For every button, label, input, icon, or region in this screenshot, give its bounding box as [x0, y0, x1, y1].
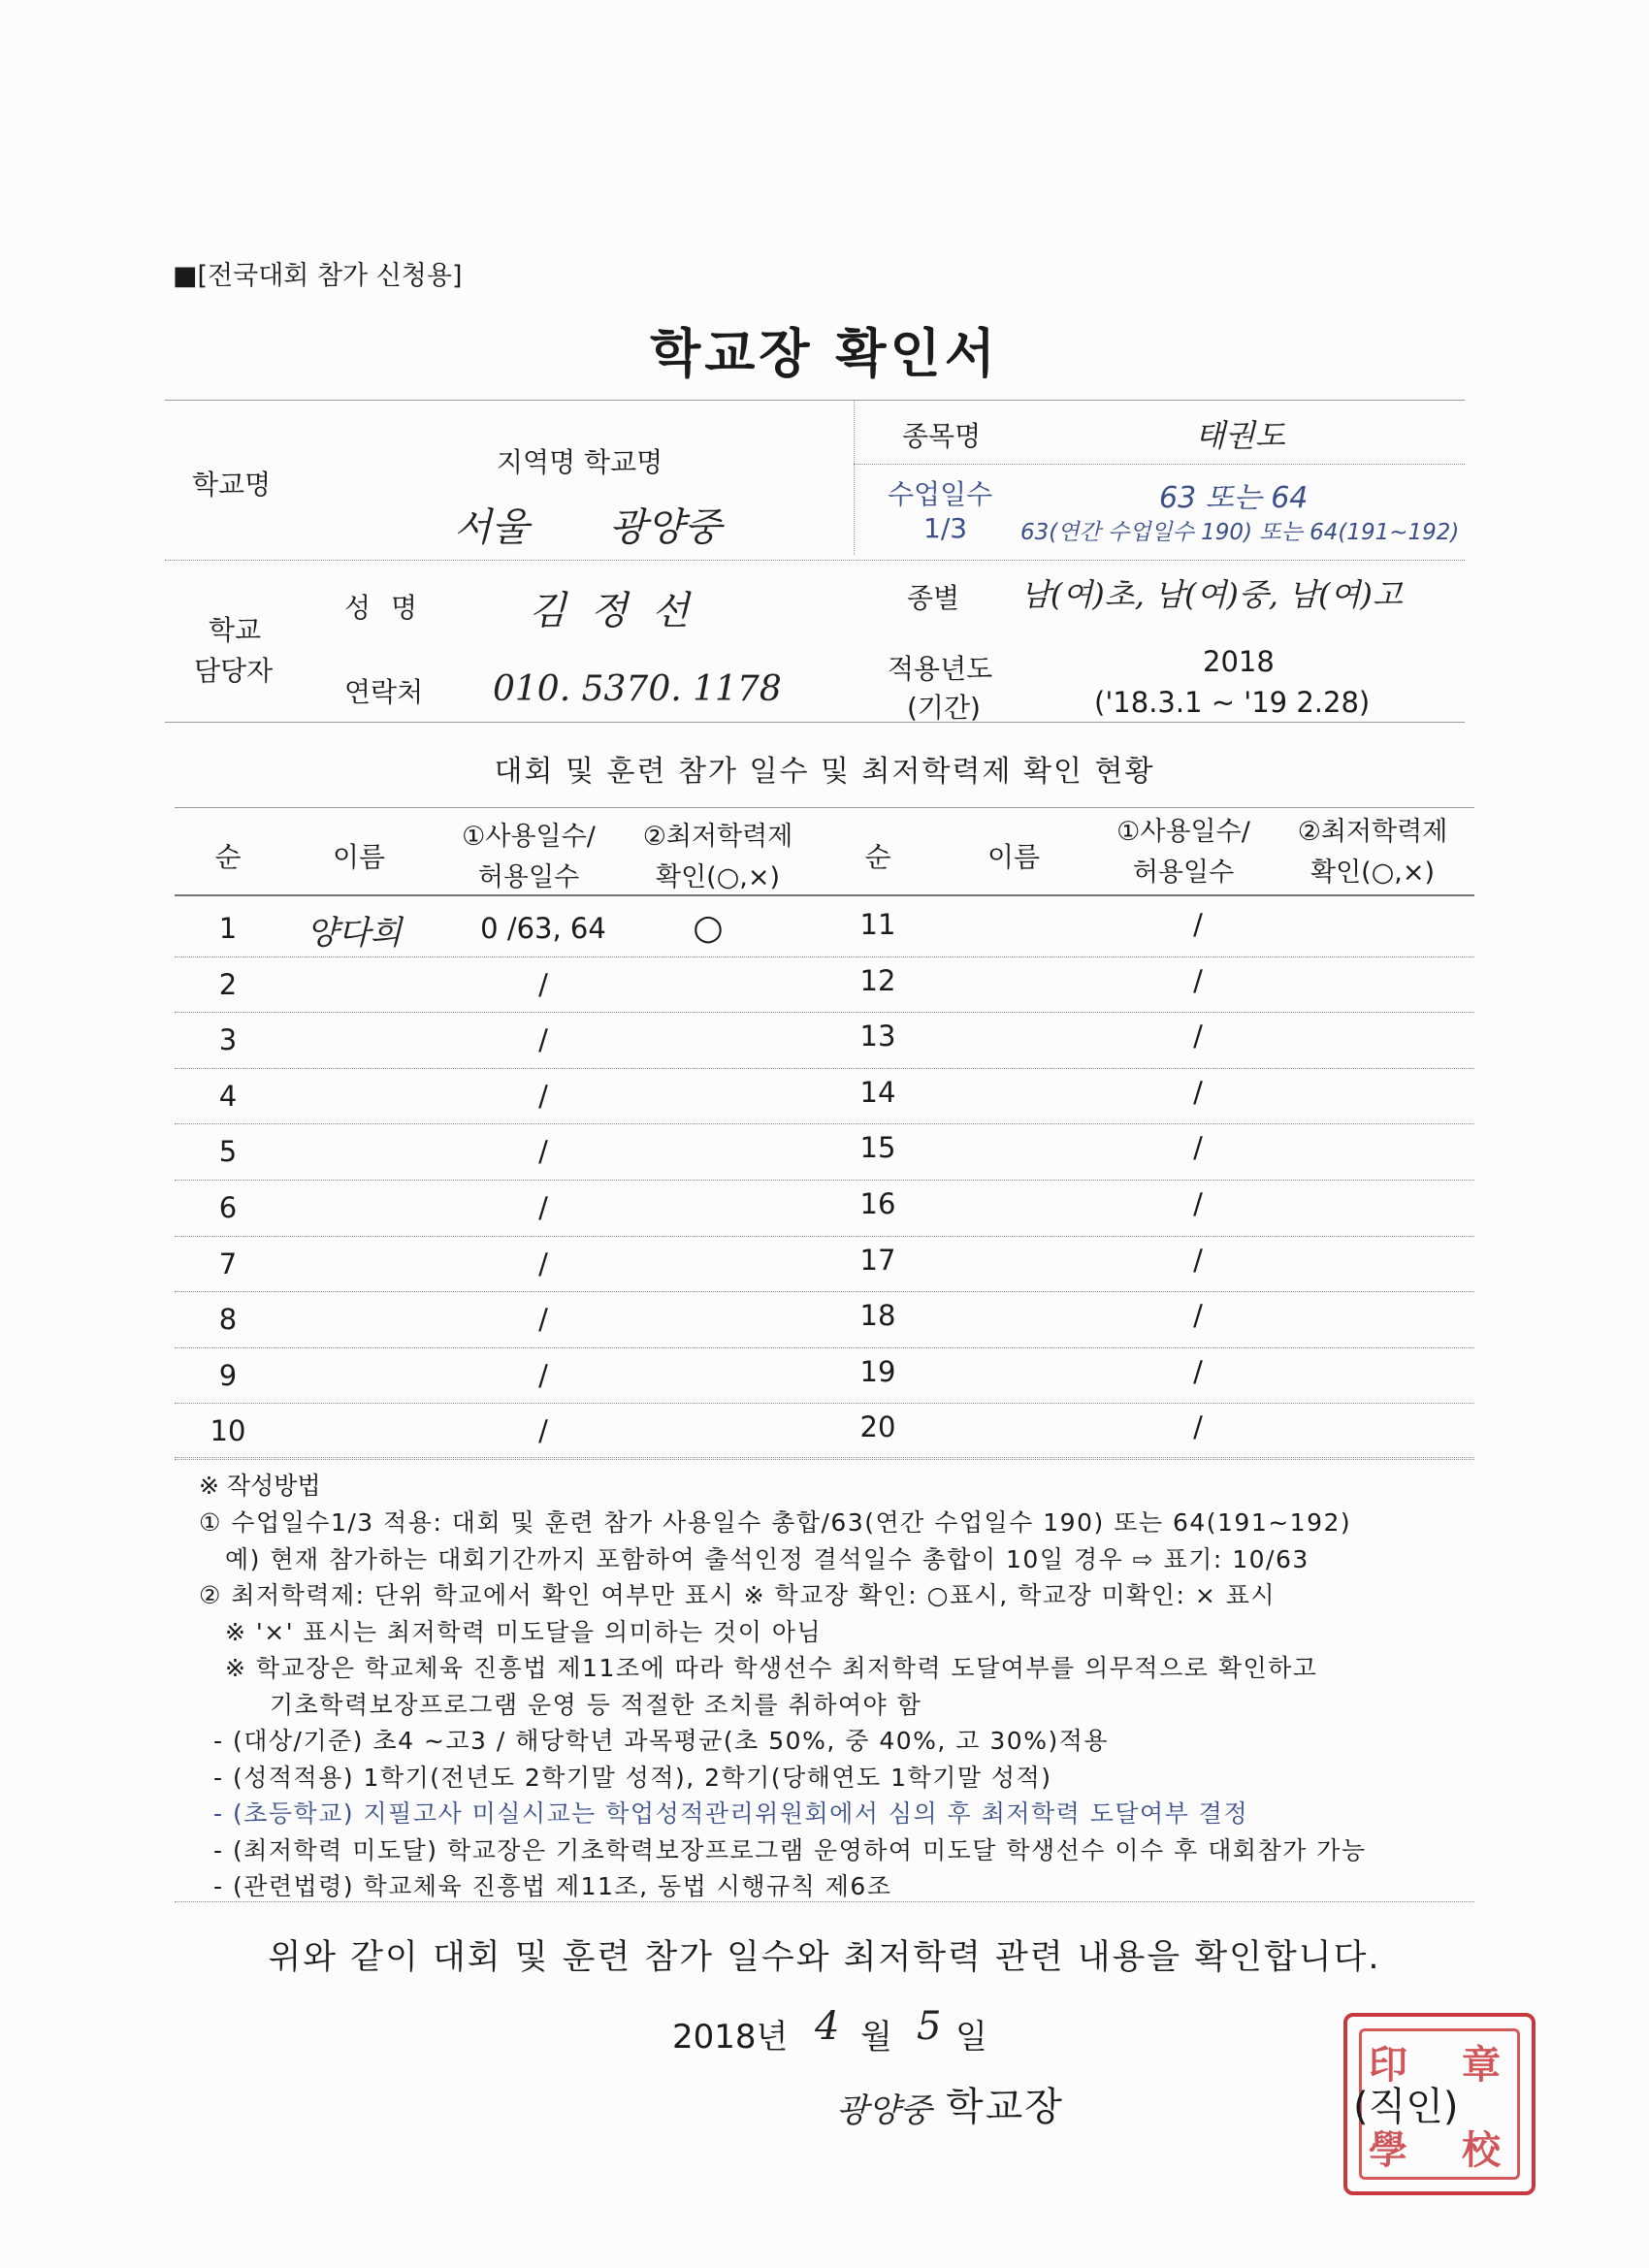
sport-label: 종목명 [902, 420, 982, 452]
col-name: 이름 [332, 841, 386, 873]
row-days: / [538, 1247, 548, 1280]
col-days-1: ①사용일수/ [462, 822, 596, 852]
school-seal-stamp: 印 章 學 校 [1343, 2013, 1536, 2195]
row-days: / [1193, 1354, 1203, 1388]
note-line: - (대상/기준) 초4 ~고3 / 해당학년 과목평균(초 50%, 중 40%, 고 30%)적용 [213, 1727, 1109, 1755]
row-days: / [538, 1135, 548, 1169]
row-number: 5 [218, 1135, 238, 1169]
row-days: / [538, 1191, 548, 1224]
gender-label: 종별 [907, 582, 960, 614]
row-number: 7 [218, 1247, 238, 1280]
row-number: 17 [859, 1243, 896, 1277]
row-days: / [1193, 1075, 1203, 1109]
note-line: ※ 학교장은 학교체육 진흥법 제11조에 따라 학생선수 최저학력 도달여부를 의무적으로 확인하고 [225, 1654, 1318, 1682]
form-tag: ■[전국대회 참가 신청용] [173, 261, 463, 291]
row-number: 20 [859, 1410, 896, 1444]
region-value: 서울 [454, 505, 530, 550]
contact-label: 연락처 [344, 676, 424, 708]
row-days: / [1193, 1020, 1203, 1053]
row-number: 8 [218, 1303, 238, 1337]
col-check-2: 확인(○,×) [656, 862, 780, 892]
principal-label: 학교장 [946, 2085, 1064, 2129]
row-number: 9 [218, 1358, 238, 1392]
row-days: / [1193, 1131, 1203, 1165]
date-month-unit: 월 [860, 2018, 892, 2057]
row-number: 2 [218, 967, 238, 1001]
date-day-unit: 일 [955, 2018, 987, 2057]
col-days-1-right: ①사용일수/ [1116, 817, 1250, 847]
row-number: 14 [859, 1075, 896, 1109]
row-name: 양다희 [306, 914, 403, 953]
note-line: 예) 현재 참가하는 대회기간까지 포함하여 출석인정 결석일수 총합이 10일 경우 ⇨ 표기: 10/63 [225, 1544, 1310, 1573]
row-number: 18 [859, 1299, 896, 1333]
name-label: 성 명 [344, 592, 423, 624]
row-days: / [1193, 1243, 1203, 1277]
table-heading: 대회 및 훈련 참가 일수 및 최저학력제 확인 현황 [494, 755, 1155, 789]
row-days: / [1193, 963, 1203, 997]
note-line: - (관련법령) 학교체육 진흥법 제11조, 동법 시행규칙 제6조 [213, 1872, 892, 1900]
col-check-1-right: ②최저학력제 [1297, 817, 1448, 847]
note-line: ② 최저학력제: 단위 학교에서 확인 여부만 표시 ※ 학교장 확인: ○표시, 학교장 미확인: × 표시 [199, 1581, 1277, 1609]
gender-value: 남(여)초, 남(여)중, 남(여)고 [1020, 576, 1403, 613]
row-number: 13 [859, 1020, 896, 1053]
note-line: 기초학력보장프로그램 운영 등 적절한 조치를 취하여야 함 [270, 1690, 922, 1719]
note-line: - (최저학력 미도달) 학교장은 기초학력보장프로그램 운영하여 미도달 학생선수 이수 후 대회참가 가능 [213, 1835, 1367, 1864]
confirm-statement: 위와 같이 대회 및 훈련 참가 일수와 최저학력 관련 내용을 확인합니다. [268, 1938, 1381, 1977]
name-value: 김 정 선 [529, 589, 695, 633]
row-number: 15 [859, 1131, 896, 1165]
col-days-2: 허용일수 [477, 862, 580, 892]
col-no-right: 순 [864, 841, 891, 873]
row-days: / [1193, 1410, 1203, 1444]
note-line: ① 수업일수1/3 적용: 대회 및 훈련 참가 사용일수 총합/63(연간 수업일수 190) 또는 64(191~192) [199, 1508, 1352, 1537]
days-value-1: 63 또는 64 [1159, 481, 1309, 515]
row-number: 1 [218, 912, 238, 945]
row-days: / [1193, 908, 1203, 941]
notes-title: ※ 작성방법 [199, 1472, 321, 1500]
date-year: 2018년 [672, 2018, 789, 2057]
sport-value: 태권도 [1195, 417, 1285, 454]
row-days: / [1193, 1299, 1203, 1333]
row-days: / [538, 1414, 548, 1448]
school-value: 광양중 [609, 505, 722, 550]
staff-label-2: 담당자 [194, 655, 274, 687]
col-days-2-right: 허용일수 [1132, 858, 1235, 888]
col-check-1: ②최저학력제 [642, 822, 793, 852]
row-days: / [538, 1079, 548, 1113]
col-no: 순 [214, 841, 242, 873]
row-days: / [538, 1303, 548, 1337]
school-label: 학교명 [192, 469, 272, 501]
row-number: 4 [218, 1079, 238, 1113]
row-number: 10 [210, 1414, 246, 1448]
note-line: - (성적적용) 1학기(전년도 2학기말 성적), 2학기(당해연도 1학기말 성적) [213, 1763, 1052, 1792]
row-check: ○ [693, 908, 724, 948]
seal-label: (직인) [1353, 2085, 1459, 2129]
page-title: 학교장 확인서 [650, 323, 999, 384]
col-check-2-right: 확인(○,×) [1310, 858, 1435, 888]
date-month: 4 [815, 2004, 840, 2049]
date-day: 5 [917, 2004, 942, 2049]
row-days: / [538, 1023, 548, 1057]
row-days: / [538, 1358, 548, 1392]
days-label-2: 1/3 [923, 512, 968, 544]
row-number: 19 [859, 1354, 896, 1388]
staff-label-1: 학교 [209, 614, 262, 646]
row-number: 16 [859, 1187, 896, 1220]
year-label-1: 적용년도 [888, 653, 993, 685]
region-school-heading: 지역명 학교명 [497, 446, 663, 478]
row-number: 12 [859, 963, 896, 997]
year-value-1: 2018 [1203, 645, 1275, 678]
days-label-1: 수업일수 [888, 478, 993, 510]
col-name-right: 이름 [986, 841, 1041, 873]
row-days: / [1193, 1187, 1203, 1220]
year-value-2: ('18.3.1 ~ '19 2.28) [1094, 686, 1371, 719]
note-line: - (초등학교) 지필고사 미실시교는 학업성적관리위원회에서 심의 후 최저학력 도달여부 결정 [213, 1799, 1249, 1828]
row-number: 11 [859, 908, 896, 941]
days-value-2: 63(연간 수업일수 190) 또는 64(191~192) [1020, 520, 1460, 545]
row-days: / [538, 967, 548, 1001]
row-number: 3 [218, 1023, 238, 1057]
school-signature: 광양중 [836, 2091, 932, 2130]
note-line: ※ '×' 표시는 최저학력 미도달을 의미하는 것이 아님 [225, 1617, 823, 1646]
row-days: 0 /63, 64 [480, 912, 606, 945]
year-label-2: (기간) [907, 692, 981, 724]
row-number: 6 [218, 1191, 238, 1224]
contact-value: 010. 5370. 1178 [493, 669, 782, 709]
